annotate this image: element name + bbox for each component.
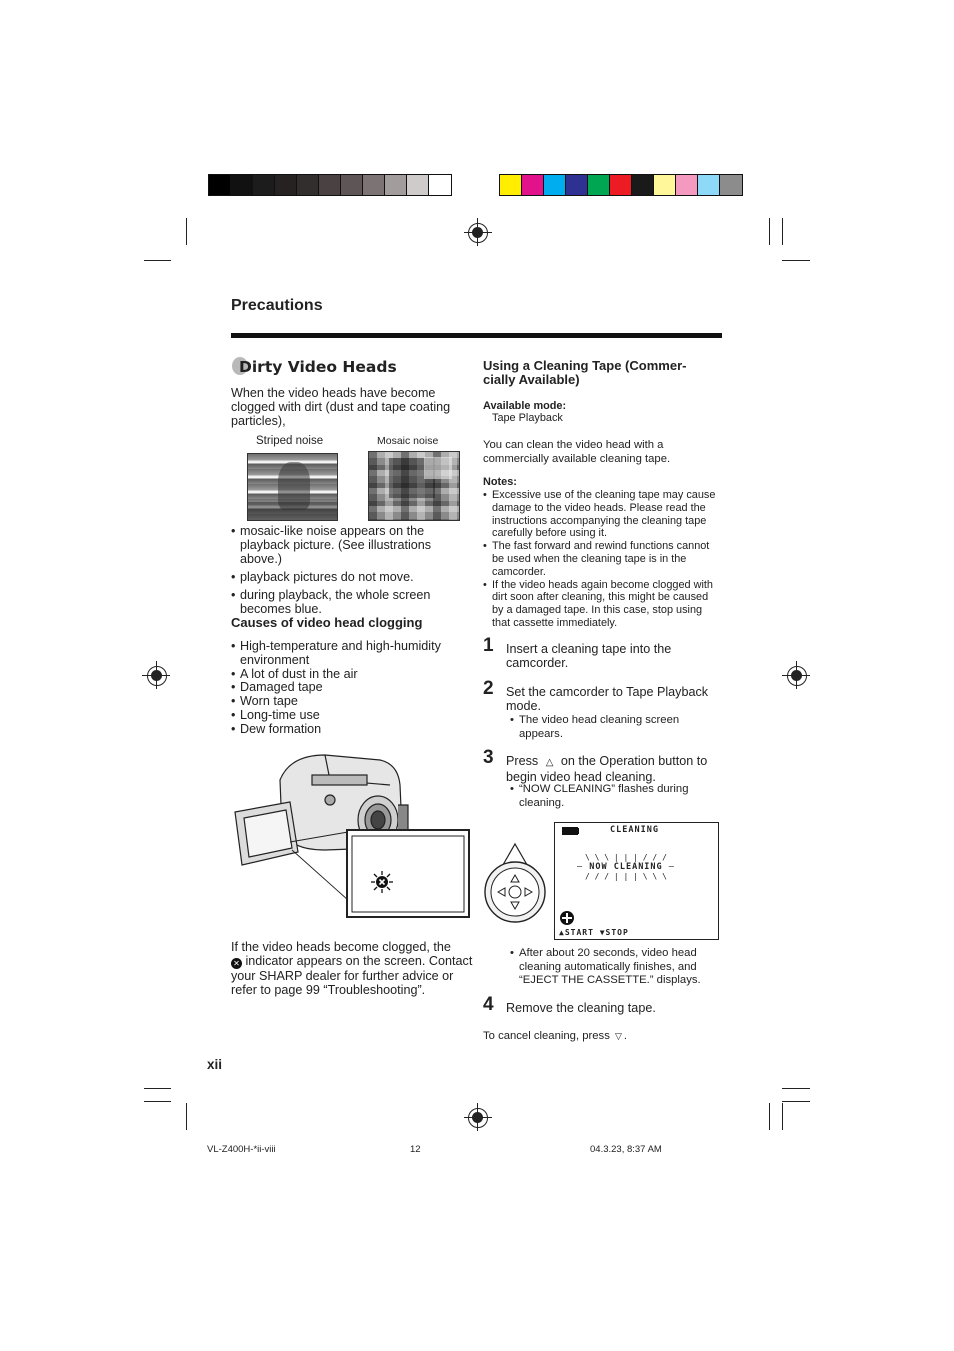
color-swatch — [341, 175, 363, 195]
crop-mark — [144, 1088, 171, 1089]
step-text: Remove the cleaning tape. — [506, 1001, 656, 1015]
step-sub-list — [510, 783, 710, 810]
crop-mark — [782, 1088, 810, 1089]
color-swatch — [632, 175, 654, 195]
color-swatch — [429, 175, 451, 195]
crop-mark — [769, 1103, 770, 1130]
operation-button-illustration — [484, 842, 550, 926]
osd-now-cleaning-text: NOW CLEANING — [589, 862, 663, 872]
image-caption-striped: Striped noise — [256, 435, 324, 447]
list-item: • mosaic-like noise appears on the playback picture. (See illustrations above.) — [231, 524, 473, 566]
cancel-text: To cancel cleaning, press ▽ . — [483, 1030, 628, 1042]
crop-mark — [782, 260, 810, 261]
list-item: • during playback, the whole screen becomes blue. — [231, 588, 473, 616]
notes-list — [483, 489, 721, 630]
color-swatch — [407, 175, 429, 195]
cleaning-intro: You can clean the video head with a commercially available cleaning tape. — [483, 439, 671, 465]
down-triangle-icon: ▽ — [615, 1031, 622, 1041]
topic-title: Dirty Video Heads — [239, 358, 397, 376]
step-sub-list — [510, 714, 710, 741]
color-swatch — [566, 175, 588, 195]
crop-mark — [782, 1103, 783, 1130]
step-number: 3 — [483, 747, 494, 768]
camcorder-illustration — [230, 750, 472, 920]
clog-footer-line2: indicator appears on the screen. Contact your SHARP dealer for further advice or refer to page 99 “Troubleshooting”. — [231, 954, 473, 997]
crop-mark — [186, 1103, 187, 1130]
step-text — [506, 754, 718, 784]
cleaning-screen — [554, 822, 719, 940]
print-footer-date: 04.3.23, 8:37 AM — [590, 1144, 662, 1155]
causes-heading: Causes of video head clogging — [231, 615, 423, 630]
clog-footer-line1: If the video heads become clogged, the — [231, 940, 451, 954]
crop-mark — [144, 1101, 171, 1102]
osd-start-stop: ▲START ▼STOP — [559, 928, 629, 937]
notes-label: Notes: — [483, 476, 517, 488]
color-swatch — [720, 175, 742, 195]
list-item: • The video head cleaning screen appears. — [510, 714, 710, 741]
crop-mark — [769, 218, 770, 245]
section-title: Precautions — [231, 297, 323, 314]
crop-mark — [144, 260, 171, 261]
list-item: • A lot of dust in the air — [231, 668, 471, 682]
color-swatch — [588, 175, 610, 195]
list-item: • Worn tape — [231, 695, 471, 709]
color-swatch — [698, 175, 720, 195]
list-item: • Damaged tape — [231, 681, 471, 695]
step-text-pre: Press — [506, 754, 539, 768]
gray-calibration-bar — [208, 174, 452, 196]
list-item: • Excessive use of the cleaning tape may cause damage to the video heads. Please read the instructions accompanying the cleaning tape carefully before using it. — [483, 489, 721, 540]
header-rule — [231, 333, 722, 338]
color-swatch — [676, 175, 698, 195]
list-item: • Dew formation — [231, 723, 471, 737]
color-swatch — [363, 175, 385, 195]
head-clog-inline-icon: ✕ — [231, 958, 242, 969]
mosaic-noise-image — [368, 451, 460, 521]
step-text-post: on the Operation button to begin video head cleaning. — [506, 754, 708, 784]
osd-now-cleaning: — NOW CLEANING — — [577, 862, 675, 872]
step-text: Set the camcorder to Tape Playback mode. — [506, 685, 709, 713]
color-calibration-bar — [499, 174, 743, 196]
up-triangle-icon: △ — [545, 757, 554, 768]
color-swatch — [544, 175, 566, 195]
print-footer-file: VL-Z400H-*ii-viii — [207, 1144, 276, 1155]
cleaning-tape-heading: Using a Cleaning Tape (Commer- cially Available) — [483, 358, 687, 387]
page-number: xii — [207, 1057, 223, 1072]
color-swatch — [209, 175, 231, 195]
list-item: • “NOW CLEANING” flashes during cleaning. — [510, 783, 710, 810]
print-footer-page: 12 — [410, 1144, 421, 1155]
osd-cleaning-label: CLEANING — [610, 825, 659, 835]
battery-icon — [562, 827, 578, 835]
color-swatch — [654, 175, 676, 195]
color-swatch — [253, 175, 275, 195]
color-swatch — [500, 175, 522, 195]
list-item: • The fast forward and rewind functions cannot be used when the cleaning tape is in the camcorder. — [483, 540, 721, 578]
head-clog-warning-icon — [371, 871, 393, 893]
crop-mark — [782, 1101, 810, 1102]
clog-footer-text — [231, 940, 475, 997]
list-item: • If the video heads again become clogged with dirt soon after cleaning, this might be caused by a damaged tape. In this case, stop using that cassette immediately. — [483, 579, 721, 630]
step-number: 2 — [483, 678, 494, 699]
color-swatch — [610, 175, 632, 195]
cancel-text-label: To cancel cleaning, press — [483, 1030, 610, 1042]
step-number: 1 — [483, 635, 494, 656]
color-swatch — [231, 175, 253, 195]
symptoms-list — [231, 524, 473, 616]
color-swatch — [319, 175, 341, 195]
operation-button-icon — [560, 911, 574, 925]
color-swatch — [275, 175, 297, 195]
after-screen-list — [510, 947, 720, 988]
available-mode-value: Tape Playback — [492, 412, 563, 424]
image-caption-mosaic: Mosaic noise — [377, 435, 439, 447]
color-swatch — [522, 175, 544, 195]
list-item: • playback pictures do not move. — [231, 570, 473, 584]
color-swatch — [385, 175, 407, 195]
step-number: 4 — [483, 994, 494, 1015]
list-item: • After about 20 seconds, video head cleaning automatically finishes, and “EJECT THE CASSETTE.” displays. — [510, 947, 720, 988]
color-swatch — [297, 175, 319, 195]
osd-sparks-bottom: / / / | | | \ \ \ — [585, 872, 667, 881]
striped-noise-image — [247, 453, 338, 521]
causes-list — [231, 640, 471, 737]
available-mode-label: Available mode: — [483, 400, 567, 412]
intro-text: When the video heads have become clogged with dirt (dust and tape coating particles), — [231, 386, 451, 428]
crop-mark — [186, 218, 187, 245]
osd-sparks-top: \ \ \ | | | / / / — [585, 853, 667, 862]
crop-mark — [782, 218, 783, 245]
step-text: Insert a cleaning tape into the camcorder. — [506, 642, 672, 670]
list-item: • High-temperature and high-humidity environment — [231, 640, 471, 668]
list-item: • Long-time use — [231, 709, 471, 723]
